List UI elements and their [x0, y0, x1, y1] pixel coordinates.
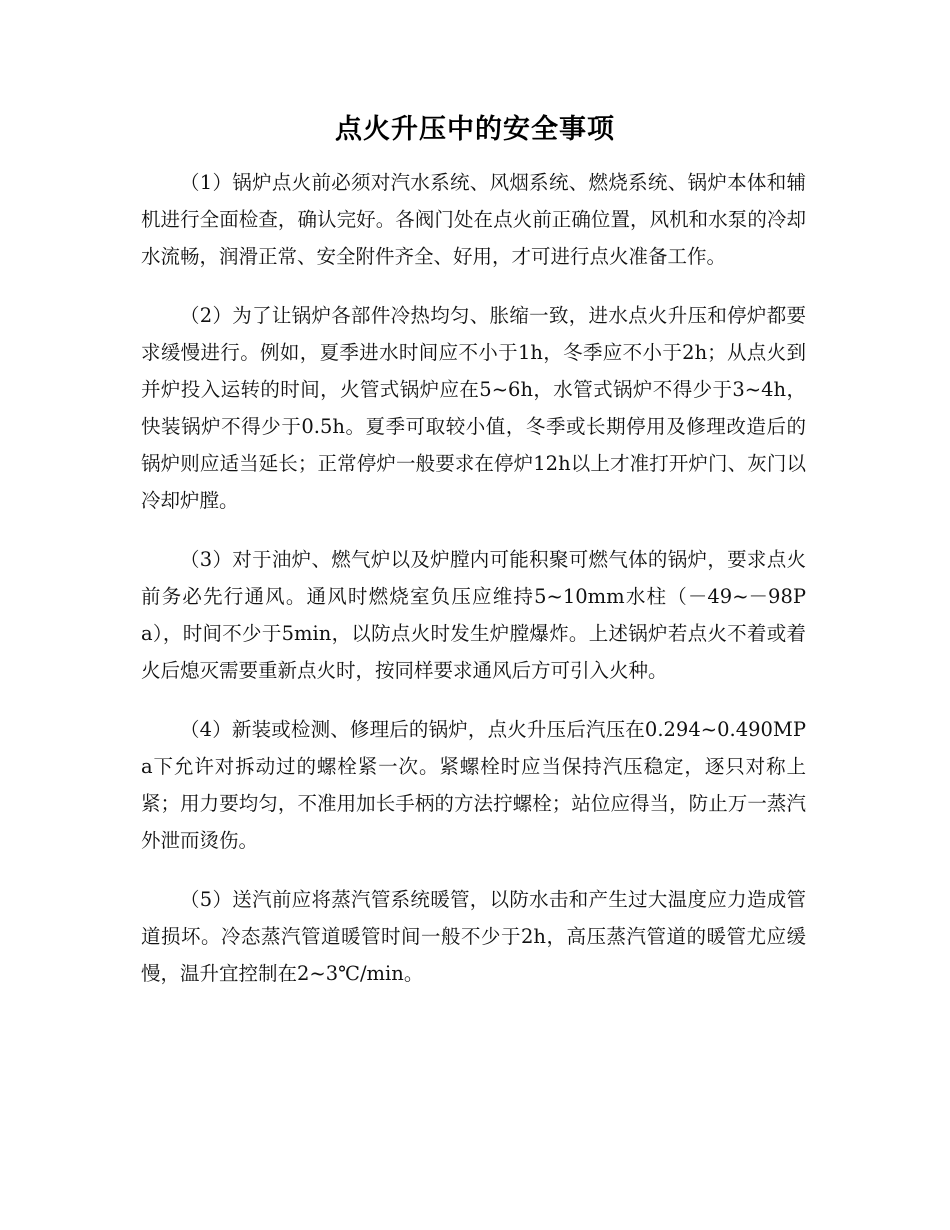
paragraph-5: （5）送汽前应将蒸汽管系统暖管，以防水击和产生过大温度应力造成管道损坏。冷态蒸汽管道暖管时间一般不少于2h，高压蒸汽管道的暖管尤应缓慢，温升宜控制在2~3℃/min。 [141, 888, 806, 985]
paragraph-4: （4）新装或检测、修理后的锅炉，点火升压后汽压在0.294~0.490MPa下允许对拆动过的螺栓紧一次。紧螺栓时应当保持汽压稳定，逐只对称上紧；用力要均匀，不准用加长手柄的方法拧螺栓；站位应得当，防止万一蒸汽外泄而烫伤。 [141, 718, 806, 852]
paragraph-3: （3）对于油炉、燃气炉以及炉膛内可能积聚可燃气体的锅炉，要求点火前务必先行通风。通风时燃烧室负压应维持5~10mm水柱（－49~－98Pa），时间不少于5min，以防点火时发生炉膛爆炸。上述锅炉若点火不着或着火后熄灭需要重新点火时，按同样要求通风后方可引入火种。 [141, 548, 806, 682]
document-title: 点火升压中的安全事项 [335, 114, 615, 145]
paragraph-2: （2）为了让锅炉各部件冷热均匀、胀缩一致，进水点火升压和停炉都要求缓慢进行。例如，夏季进水时间应不小于1h，冬季应不小于2h；从点火到并炉投入运转的时间，火管式锅炉应在5~6h，水管式锅炉不得少于3~4h，快装锅炉不得少于0.5h。夏季可取较小值，冬季或长期停用及修理改造后的锅炉则应适当延长；正常停炉一般要求在停炉12h以上才准打开炉门、灰门以冷却炉膛。 [141, 304, 806, 512]
paragraph-1: （1）锅炉点火前必须对汽水系统、风烟系统、燃烧系统、锅炉本体和辅机进行全面检查，确认完好。各阀门处在点火前正确位置，风机和水泵的冷却水流畅，润滑正常、安全附件齐全、好用，才可进行点火准备工作。 [141, 171, 806, 268]
document-body [141, 164, 806, 1014]
